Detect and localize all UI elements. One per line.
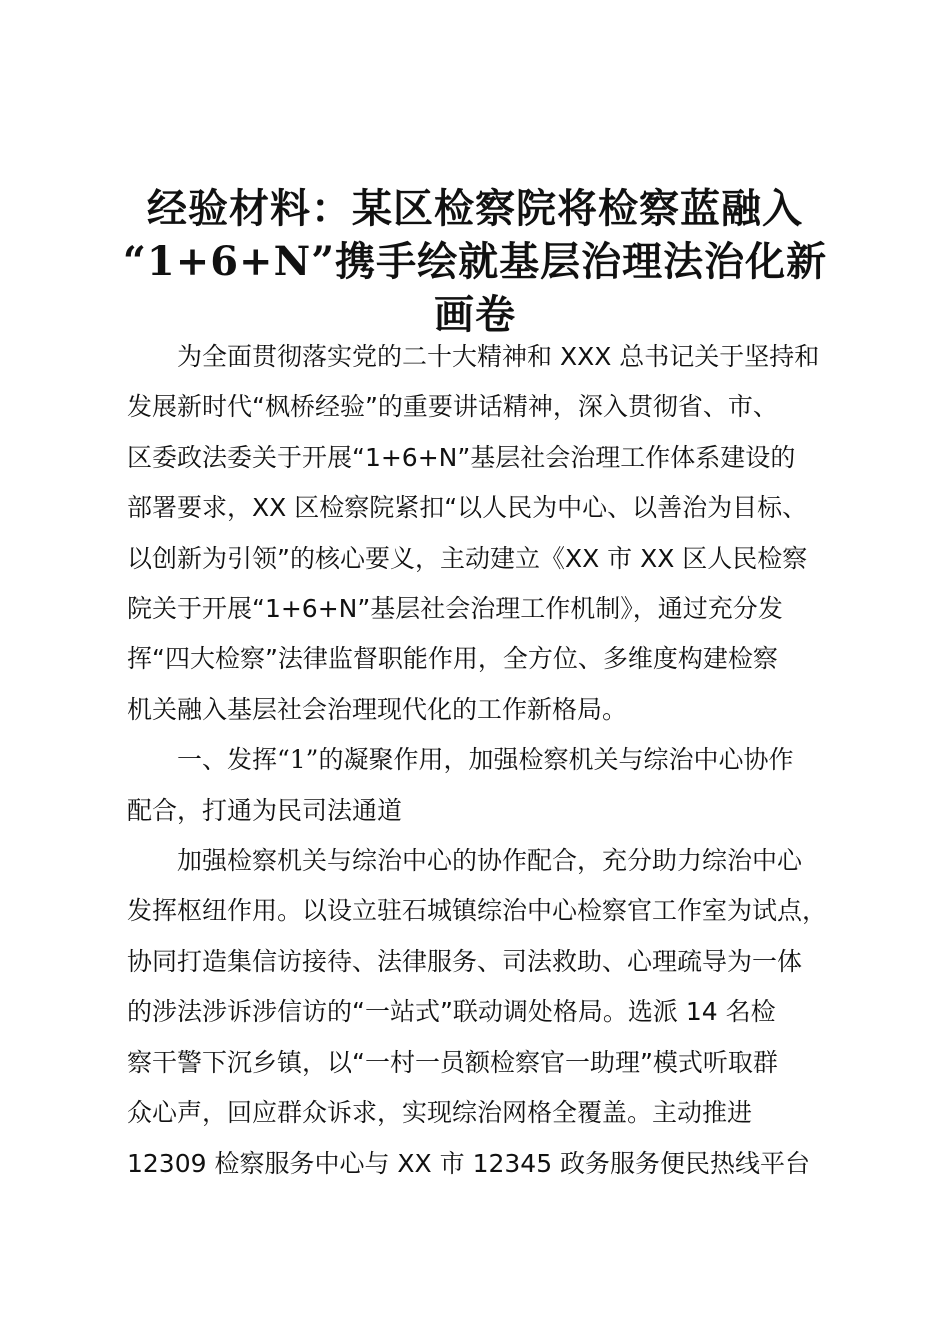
paragraph-line: 协同打造集信访接待、法律服务、司法救助、心理疏导为一体 bbox=[127, 946, 803, 976]
section-paragraph bbox=[127, 836, 833, 1189]
section-heading bbox=[127, 735, 833, 836]
intro-paragraph bbox=[127, 332, 833, 735]
paragraph-line: 加强检察机关与综治中心的协作配合，充分助力综治中心 bbox=[177, 846, 803, 876]
document-body bbox=[127, 332, 833, 1189]
paragraph-line: 12309 检察服务中心与 XX 市 12345 政务服务便民热线平台 bbox=[127, 1148, 811, 1178]
heading-line: 配合，打通为民司法通道 bbox=[127, 795, 403, 825]
paragraph-line: 众心声，回应群众诉求，实现综治网格全覆盖。主动推进 bbox=[127, 1098, 753, 1128]
paragraph-line: 的涉法涉诉涉信访的“一站式”联动调处格局。选派 14 名检 bbox=[127, 997, 776, 1027]
title-line: 画卷 bbox=[434, 291, 516, 338]
heading-line: 一、发挥“1”的凝聚作用，加强检察机关与综治中心协作 bbox=[177, 745, 794, 775]
paragraph-line: 以创新为引领”的核心要义，主动建立《XX 市 XX 区人民检察 bbox=[127, 543, 808, 573]
paragraph-line: 院关于开展“1+6+N”基层社会治理工作机制》，通过充分发 bbox=[127, 594, 783, 624]
title-line: 经验材料：某区检察院将检察蓝融入 bbox=[147, 185, 803, 232]
paragraph-line: 挥“四大检察”法律监督职能作用，全方位、多维度构建检察 bbox=[127, 644, 778, 674]
paragraph-line: 机关融入基层社会治理现代化的工作新格局。 bbox=[127, 694, 628, 724]
paragraph-line: 为全面贯彻落实党的二十大精神和 XXX 总书记关于坚持和 bbox=[177, 342, 820, 371]
paragraph-line: 发展新时代“枫桥经验”的重要讲话精神，深入贯彻省、市、 bbox=[127, 392, 778, 422]
paragraph-line: 发挥枢纽作用。以设立驻石城镇综治中心检察官工作室为试点， bbox=[127, 896, 828, 926]
document-title bbox=[120, 182, 830, 341]
paragraph-line: 察干警下沉乡镇，以“一村一员额检察官一助理”模式听取群 bbox=[127, 1047, 778, 1077]
paragraph-line: 区委政法委关于开展“1+6+N”基层社会治理工作体系建设的 bbox=[127, 442, 796, 472]
paragraph-line: 部署要求，XX 区检察院紧扣“以人民为中心、以善治为目标、 bbox=[127, 493, 808, 523]
title-line: “1+6+N”携手绘就基层治理法治化新 bbox=[122, 238, 828, 285]
